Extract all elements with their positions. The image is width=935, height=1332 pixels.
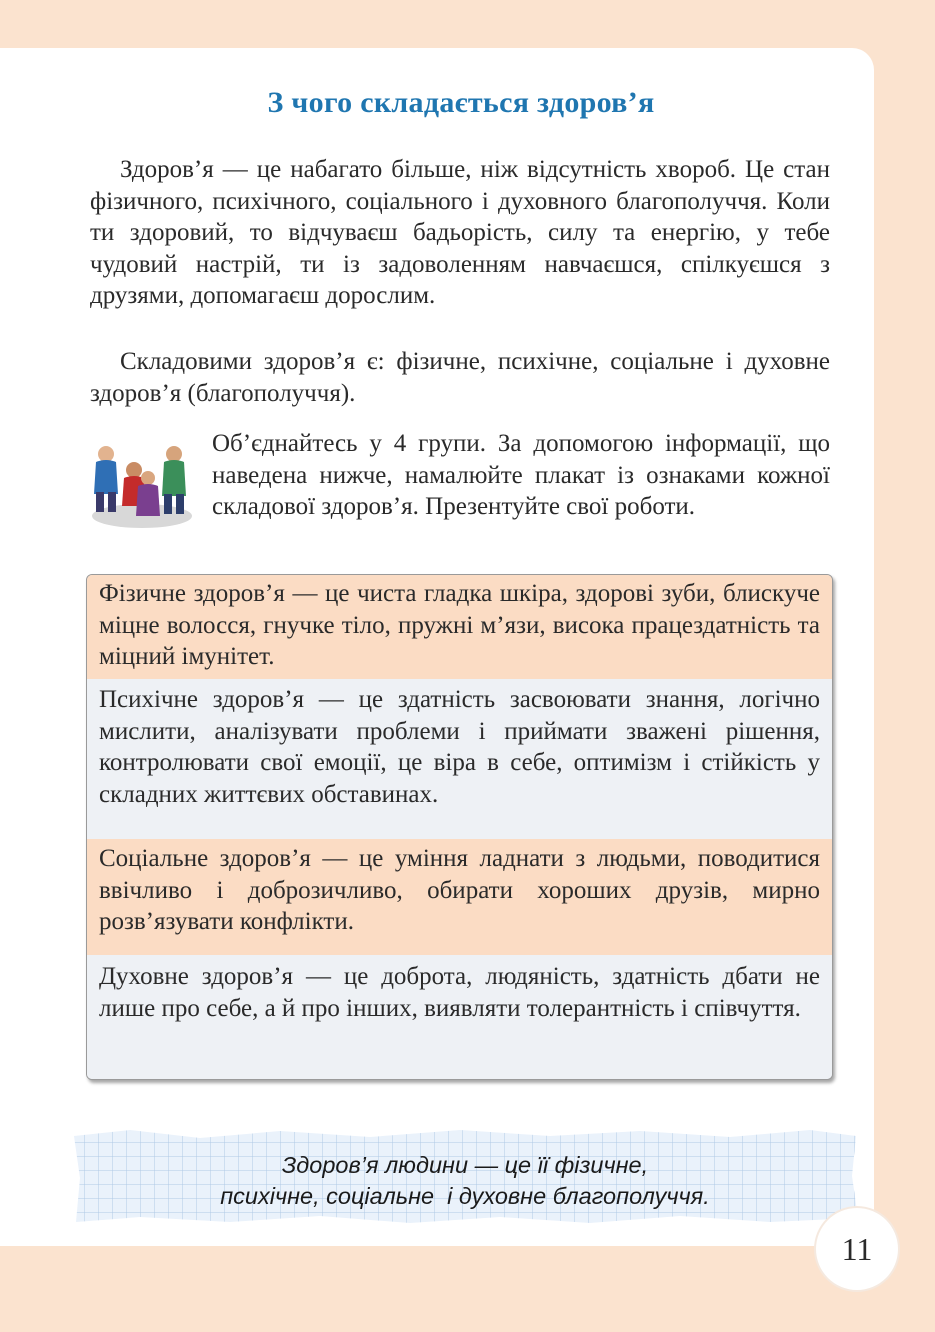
mental-health-section: Психічне здоров’я — це здатність засвоювати знання, логічно мислити, аналізувати проблеми і приймати зважені рішення, контролювати свої емоції, це віра в себе, оптимізм і стійкість у складних життєвих обставинах. [87, 679, 832, 839]
page-number: 11 [816, 1208, 898, 1290]
group-work-icon [86, 432, 198, 532]
social-health-section: Соціальне здоров’я — це уміння ладнати з людьми, поводитися ввічливо і доброзичливо, обирати хороших друзів, мирно розв’язувати конфлікти. [87, 839, 832, 955]
health-components-box [86, 574, 833, 1080]
summary-line-1: Здоров’я людини — це її фізичне, [281, 1152, 649, 1178]
page-title: З чого складається здоров’я [267, 86, 655, 119]
physical-health-section: Фізичне здоров’я — це чиста гладка шкіра, здорові зуби, блискуче міцне волосся, гнучке тіло, пружні м’язи, висока працездатність та міцний імунітет. [87, 575, 832, 679]
spiritual-health-section: Духовне здоров’я — це доброта, людяність, здатність дбати не лише про себе, а й про інших, виявляти толерантність і співчуття. [87, 955, 832, 1079]
task-text: Об’єднайтесь у 4 групи. За допомогою інформації, що наведена нижче, намалюйте плакат із ознаками кожної складової здоров’я. Презентуйте свої роботи. [212, 430, 830, 520]
components-paragraph: Складовими здоров’я є: фізичне, психічне, соціальне і духовне здоров’я (благополуччя). [90, 348, 830, 407]
intro-paragraph: Здоров’я — це набагато більше, ніж відсутність хвороб. Це стан фізичного, психічного, соціального і духовного благополуччя. Коли ти здоровий, то відчуваєш бадьорість, силу та енергію, у тебе чудовий настрій, ти із задоволенням навчаєшся, спілкуєшся з друзями, допомагаєш дорослим. [90, 156, 830, 309]
summary-line-2: психічне, соціальне і духовне благополуччя. [220, 1183, 710, 1209]
summary-note [70, 1150, 860, 1212]
